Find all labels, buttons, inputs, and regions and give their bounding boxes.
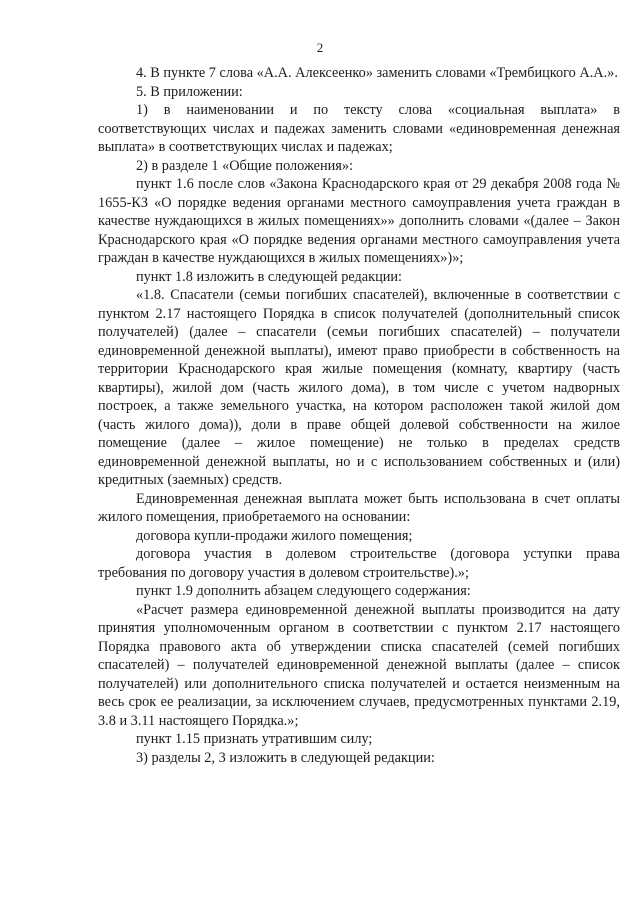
paragraph-payment-usage: Единовременная денежная выплата может быть использована в счет оплаты жилого помещения, приобретаемого на основании: [98, 490, 620, 525]
paragraph-item-5-heading: 5. В приложении: [136, 83, 243, 100]
paragraph-point-1-9-intro: пункт 1.9 дополнить абзацем следующего содержания: [136, 583, 471, 599]
paragraph-point-1-8-intro: пункт 1.8 изложить в следующей редакции: [136, 268, 403, 285]
paragraph-subitem-2: 2) в разделе 1 «Общие положения»: [136, 157, 353, 174]
paragraph-point-1-8-text: «1.8. Спасатели (семьи погибших спасателей), включенные в соответствии с пунктом 2.17 настоящего Порядка в список получателей (дополнительный список получателей) (далее – спасатели (семьи погибших спасателей) – получатели единовременной денежной выплаты), имеют право приобрести в собственность на территории Краснодарского края жилые помещения (комнату, квартиру (часть квартиры), жилой дом (часть жилого дома), в том числе с учетом надворных построек, а также земельного участка, на котором расположен такой жилой дом (часть жилого дома)), доли в праве общей долевой собственности на жилое помещение (далее – жилое помещение) не только в пределах средств единовременной денежной выплаты, но и с использованием собственных и (или) кредитных (заемных) средств. [98, 287, 620, 488]
paragraph-point-1-6: пункт 1.6 после слов «Закона Краснодарского края от 29 декабря 2008 года № 1655-КЗ «О порядке ведения органами местного самоуправления учета граждан в качестве нуждающихся в жилых помещениях»» дополнить словами «(далее – Закон Краснодарского края «О порядке ведения органами местного самоуправления учета граждан в качестве нуждающихся в жилых помещениях»)»; [98, 176, 620, 266]
document-body [98, 64, 620, 767]
paragraph-point-1-15: пункт 1.15 признать утратившим силу; [136, 731, 373, 747]
paragraph-subitem-3: 3) разделы 2, 3 изложить в следующей редакции: [136, 749, 435, 766]
paragraph-subitem-1: 1) в наименовании и по тексту слова «социальная выплата» в соответствующих числах и падежах заменить словами «единовременная денежная выплата» в соответствующих числах и падежах; [98, 102, 620, 155]
paragraph-point-1-9-text: «Расчет размера единовременной денежной выплаты производится на дату принятия уполномоченным органом в соответствии с пунктом 2.17 настоящего Порядка правового акта об утверждении списка спасателей (семей погибших спасателей) – получателей единовременной денежной выплаты (далее – список получателей) или дополнительного списка получателей и остается неизменным на весь срок ее реализации, за исключением случаев, предусмотренных пунктами 2.19, 3.8 и 3.11 настоящего Порядка.»; [98, 601, 620, 729]
page-number: 2 [316, 40, 324, 55]
paragraph-sale-contract: договора купли-продажи жилого помещения; [136, 527, 413, 544]
paragraph-shared-construction: договора участия в долевом строительстве (договора уступки права требования по договору участия в долевом строительстве).»; [98, 546, 620, 581]
paragraph-item-4: 4. В пункте 7 слова «А.А. Алексеенко» заменить словами «Трембицкого А.А.». [136, 65, 618, 81]
